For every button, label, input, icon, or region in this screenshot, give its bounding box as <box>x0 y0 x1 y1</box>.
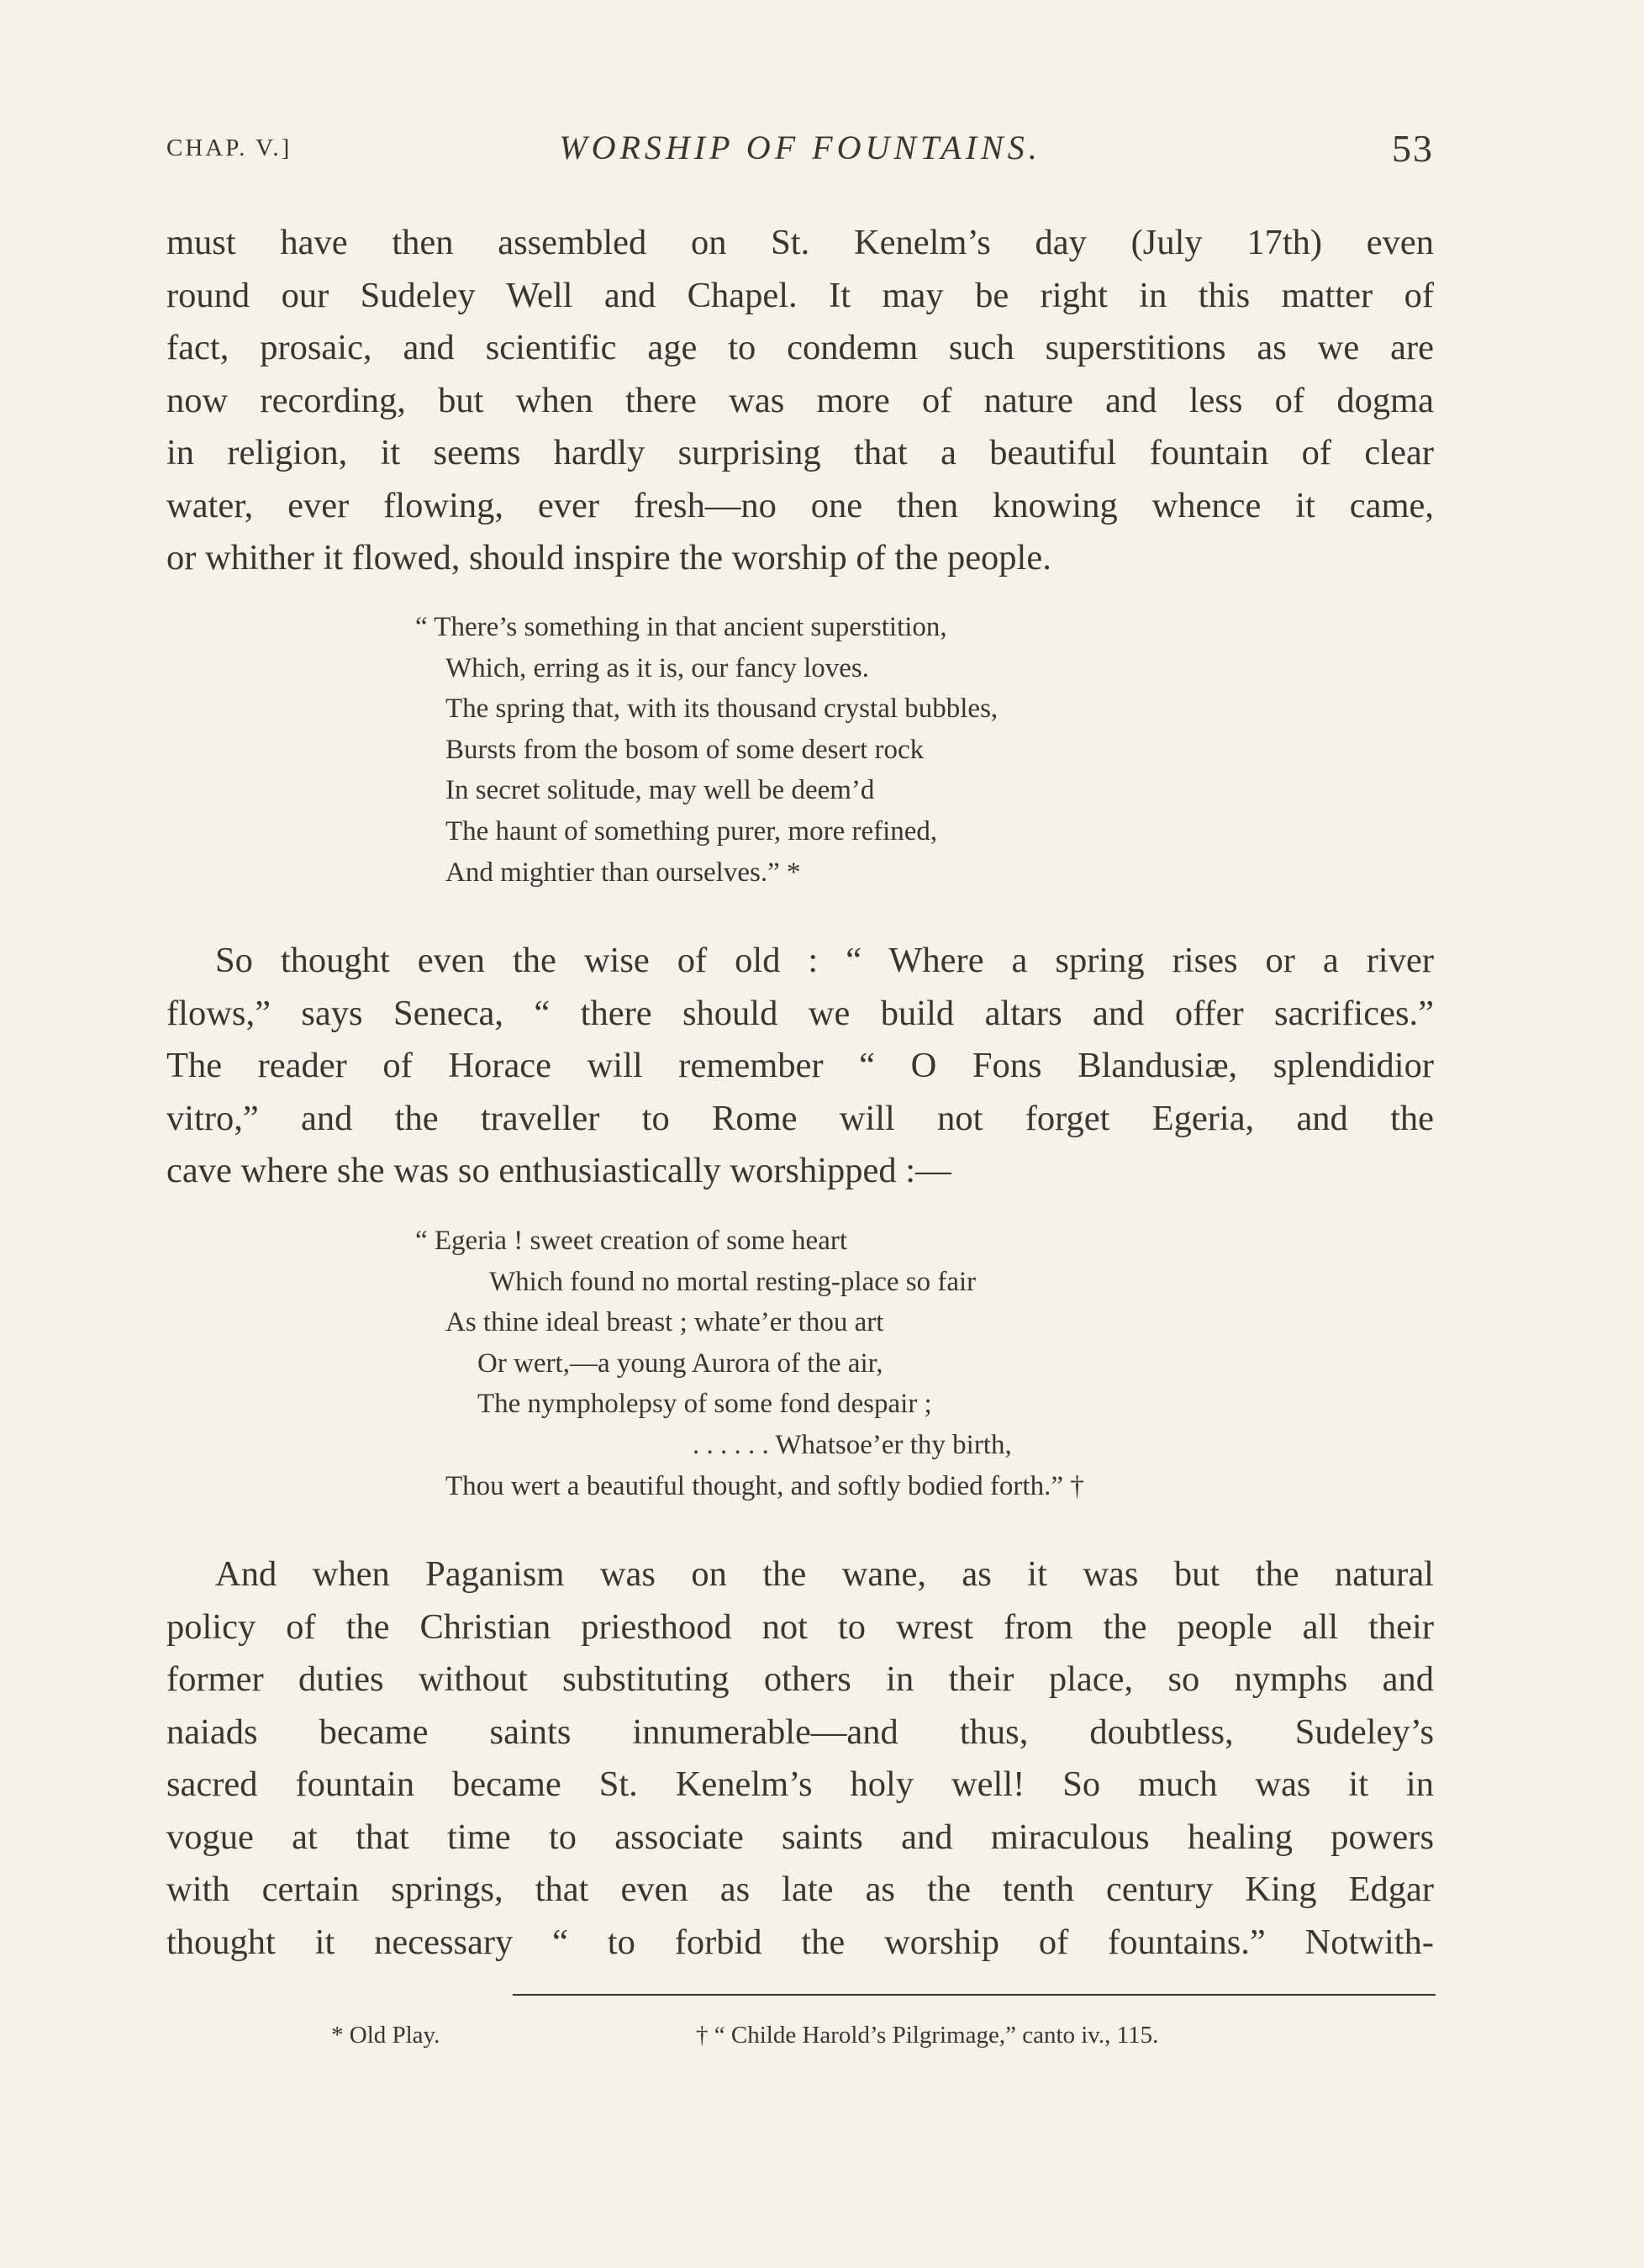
text-line: And when Paganism was on the wane, as it was but the natural <box>215 1554 1434 1594</box>
verse-line: Thou wert a beautiful thought, and softly bodied forth.” † <box>445 1470 1084 1501</box>
verse-line: Which found no mortal resting-place so fair <box>489 1266 977 1297</box>
text-line: water, ever flowing, ever fresh—no one then knowing whence it came, <box>166 485 1434 525</box>
verse-line: “ Egeria ! sweet creation of some heart <box>415 1226 847 1256</box>
verse-line: . . . . . . Whatsoe’er thy birth, <box>693 1429 1012 1460</box>
text-line: former duties without substituting others in their place, so nymphs and <box>166 1659 1434 1699</box>
verse-line: Or wert,—a young Aurora of the air, <box>477 1348 883 1379</box>
text-line: must have then assembled on St. Kenelm’s day (July 17th) even <box>166 223 1434 262</box>
text-line: thought it necessary “ to forbid the worship of fountains.” Notwith- <box>166 1922 1434 1962</box>
text-line: in religion, it seems hardly surprising that a beautiful fountain of clear <box>166 433 1434 472</box>
text-line: fact, prosaic, and scientific age to condemn such superstitions as we are <box>166 328 1434 367</box>
text-line: vitro,” and the traveller to Rome will not forget Egeria, and the <box>166 1098 1434 1138</box>
paragraph-2 <box>166 935 1434 1198</box>
verse-quotation-1 <box>415 607 998 893</box>
verse-line: “ There’s something in that ancient superstition, <box>415 612 947 642</box>
running-header <box>166 124 1434 175</box>
page-number: 53 <box>1392 127 1434 170</box>
verse-quotation-2 <box>415 1221 1084 1506</box>
text-line: policy of the Christian priesthood not to wrest from the people all their <box>166 1606 1434 1647</box>
text-line: or whither it flowed, should inspire the worship of the people. <box>166 538 1051 578</box>
verse-line: The nympholepsy of some fond despair ; <box>477 1389 932 1420</box>
verse-line: The spring that, with its thousand crystal bubbles, <box>445 694 999 725</box>
verse-line: And mightier than ourselves.” * <box>445 857 801 888</box>
paragraph-1 <box>166 217 1434 585</box>
verse-line: In secret solitude, may well be deem’d <box>445 775 875 806</box>
verse-line: Which, erring as it is, our fancy loves. <box>445 652 870 683</box>
text-line: round our Sudeley Well and Chapel. It may be right in this matter of <box>166 275 1434 315</box>
text-line: vogue at that time to associate saints and miraculous healing powers <box>166 1817 1434 1857</box>
text-line: now recording, but when there was more of nature and less of dogma <box>166 380 1434 420</box>
text-line: The reader of Horace will remember “ O Fons Blandusiæ, splendidior <box>166 1046 1434 1085</box>
verse-line: As thine ideal breast ; whate’er thou art <box>445 1307 884 1338</box>
text-line: with certain springs, that even as late as the tenth century King Edgar <box>166 1870 1434 1909</box>
text-line: sacred fountain became St. Kenelm’s holy well! So much was it in <box>166 1764 1434 1804</box>
paragraph-3 <box>166 1548 1434 1969</box>
footnote-2: † “ Childe Harold’s Pilgrimage,” canto iv., 115. <box>696 2022 1159 2049</box>
chapter-label: CHAP. V.] <box>166 134 292 161</box>
text-line: cave where she was so enthusiastically worshipped :— <box>166 1151 951 1190</box>
verse-line: The haunt of something purer, more refined, <box>445 815 938 847</box>
text-line: naiads became saints innumerable—and thus, doubtless, Sudeley’s <box>166 1712 1434 1752</box>
verse-line: Bursts from the bosom of some desert rock <box>445 734 925 765</box>
running-title: WORSHIP OF FOUNTAINS. <box>559 129 1041 166</box>
footnote-divider <box>513 1994 1436 1996</box>
footnote-1: * Old Play. <box>331 2022 440 2049</box>
text-line: flows,” says Seneca, “ there should we build altars and offer sacrifices.” <box>166 993 1434 1033</box>
text-line: So thought even the wise of old : “ Where a spring rises or a river <box>215 941 1434 980</box>
